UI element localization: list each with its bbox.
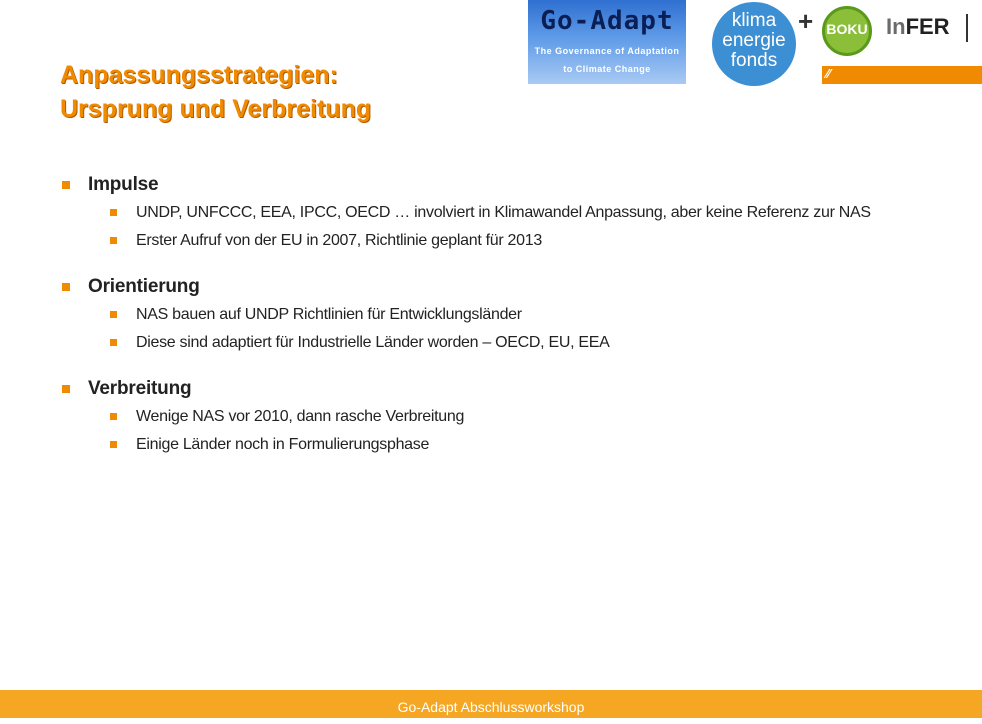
infer-logo-in: In (886, 14, 906, 39)
bullet-item: Diese sind adaptiert für Industrielle Länder worden – OECD, EU, EEA (60, 334, 960, 352)
infer-logo-fer: FER (905, 14, 950, 39)
slide-title-line2: Ursprung und Verbreitung (60, 95, 372, 123)
square-bullet-icon (62, 283, 70, 291)
logo-divider (966, 14, 968, 42)
bullet-heading: Verbreitung (60, 378, 960, 400)
slide-content (60, 174, 960, 480)
klima-energie-fonds-logo (712, 2, 796, 86)
square-bullet-icon (110, 311, 117, 318)
square-bullet-icon (110, 413, 117, 420)
go-adapt-logo-subtitle-2: to Climate Change (563, 64, 651, 74)
footer-bar (0, 690, 982, 718)
bullet-heading: Impulse (60, 174, 960, 196)
square-bullet-icon (62, 385, 70, 393)
section-verbreitung (60, 378, 960, 454)
klima-logo-line1: klima (731, 10, 777, 31)
logo-bar (528, 0, 982, 90)
square-bullet-icon (62, 181, 70, 189)
plus-sign: + (798, 6, 814, 36)
go-adapt-logo-subtitle-1: The Governance of Adaptation (534, 46, 680, 56)
klima-logo-line2: energie (722, 30, 786, 51)
square-bullet-icon (110, 237, 117, 244)
bullet-heading: Orientierung (60, 276, 960, 298)
brand-mark-icon: ⁄⁄ (826, 66, 831, 81)
go-adapt-logo (528, 0, 686, 84)
section-orientierung (60, 276, 960, 352)
boku-logo (822, 6, 872, 56)
orange-brand-bar (822, 66, 982, 84)
square-bullet-icon (110, 339, 117, 346)
square-bullet-icon (110, 209, 117, 216)
go-adapt-logo-title: Go-Adapt (540, 6, 674, 36)
slide-title (60, 58, 371, 126)
bullet-item: NAS bauen auf UNDP Richtlinien für Entwicklungsländer (60, 306, 960, 324)
klima-logo-line3: fonds (730, 50, 778, 71)
bullet-item: UNDP, UNFCCC, EEA, IPCC, OECD … involviert in Klimawandel Anpassung, aber keine Referenz zur NAS (60, 204, 960, 222)
footer-text: Go-Adapt Abschlussworkshop (397, 699, 585, 715)
slide-title-line1: Anpassungsstrategien: (60, 61, 338, 89)
section-impulse (60, 174, 960, 250)
bullet-item: Einige Länder noch in Formulierungsphase (60, 436, 960, 454)
boku-logo-text: BOKU (826, 21, 868, 37)
bullet-item: Erster Aufruf von der EU in 2007, Richtlinie geplant für 2013 (60, 232, 960, 250)
square-bullet-icon (110, 441, 117, 448)
infer-logo (886, 14, 950, 40)
bullet-item: Wenige NAS vor 2010, dann rasche Verbreitung (60, 408, 960, 426)
